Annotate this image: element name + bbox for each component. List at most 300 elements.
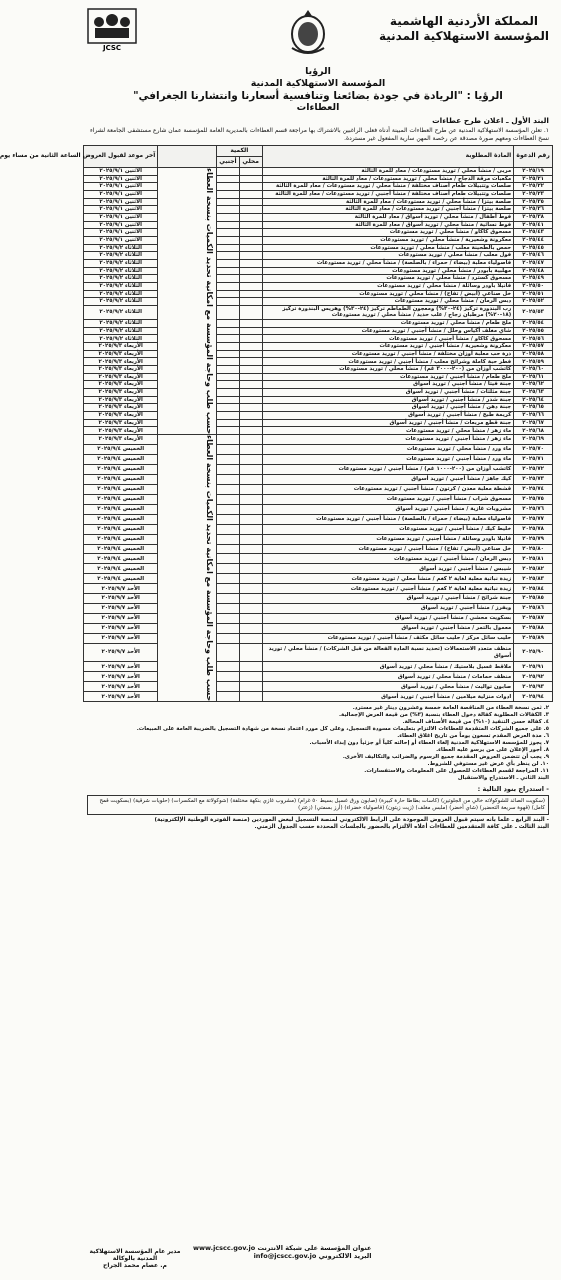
deadline-date: الأحد ٢٠٢٥/٩/٧: [84, 624, 158, 634]
tender-number: ٢٠٢٥/٧٧: [514, 514, 553, 524]
tender-number: ٢٠٢٥/٨٧: [514, 614, 553, 624]
tender-number: ٢٠٢٥/٦٥: [514, 404, 553, 412]
local-cell: [239, 252, 262, 260]
deadline-date: الثلاثاء ٢٠٢٥/٩/٢: [84, 305, 158, 319]
local-cell: [239, 494, 262, 504]
tender-material: معكرونة وشعيرية / منشأ محلي / توريد مستودعات: [262, 236, 514, 244]
table-row: [84, 474, 553, 484]
tender-material: حمص بالطحينة معلب / منشأ محلي / توريد مستودعات: [262, 244, 514, 252]
table-row: [84, 198, 553, 206]
note-item: ٣. الكفالات المطلوبة كفالة دخول العطاء بنسبة (٣%) من قيمة العرض الإجمالية.: [339, 712, 549, 719]
tender-number: ٢٠٢٥/٨٨: [514, 624, 553, 634]
deadline-date: الأربعاء ٢٠٢٥/٩/٣: [84, 381, 158, 389]
local-cell: [239, 404, 262, 412]
table-row: [84, 358, 553, 366]
local-cell: [239, 445, 262, 455]
local-cell: [239, 327, 262, 335]
foreign-cell: [217, 267, 240, 275]
org-title: المؤسسة الاستهلاكية المدنية: [250, 78, 386, 89]
tender-number: ٢٠٢٥/٣٨: [514, 213, 553, 221]
local-cell: [239, 484, 262, 494]
deadline-date: الأربعاء ٢٠٢٥/٩/٣: [84, 373, 158, 381]
tender-number: ٢٠٢٥/٥٢: [514, 298, 553, 306]
foreign-cell: [217, 554, 240, 564]
table-row: [84, 298, 553, 306]
foreign-cell: [217, 396, 240, 404]
table-row: [84, 411, 553, 419]
deadline-date: الاثنين ٢٠٢٥/٩/١: [84, 198, 158, 206]
header-quantity: الكمية: [217, 146, 262, 157]
foreign-cell: [217, 534, 240, 544]
tenders-table: [0, 145, 553, 702]
local-cell: [239, 554, 262, 564]
tender-material: قشطة معلبة معدن / كرتون / منشأ أجنبي / توريد مستودعات: [262, 484, 514, 494]
local-cell: [239, 633, 262, 643]
tender-material: بسكويت محشي / منشأ أجنبي / توريد أسواق: [262, 614, 514, 624]
foreign-cell: [217, 282, 240, 290]
tenders-title: العطاءات: [296, 102, 340, 113]
titles-block: [83, 66, 553, 114]
tender-number: ٢٠٢٥/٤٣: [514, 229, 553, 237]
local-cell: [239, 411, 262, 419]
local-cell: [239, 474, 262, 484]
local-cell: [239, 275, 262, 283]
note-item: ٨. أجور الإعلان على من يرسو عليه العطاء.: [436, 747, 549, 754]
tender-number: ٢٠٢٥/٢٢: [514, 183, 553, 191]
foreign-cell: [217, 692, 240, 702]
quantity-note-group1: [158, 168, 217, 435]
foreign-cell: [217, 366, 240, 374]
deadline-date: الاثنين ٢٠٢٥/٩/١: [84, 229, 158, 237]
foreign-cell: [217, 564, 240, 574]
foreign-cell: [217, 504, 240, 514]
table-row: [84, 643, 553, 662]
tender-number: ٢٠٢٥/٤٨: [514, 267, 553, 275]
tender-number: ٢٠٢٥/٦١: [514, 373, 553, 381]
foreign-cell: [217, 484, 240, 494]
tender-material: خل صناعي (أبيض / تفاح) / منشأ محلي / توريد مستودعات: [262, 290, 514, 298]
local-cell: [239, 373, 262, 381]
tender-material: مسحوق كاكاو / منشأ محلي / توريد مستودعات: [262, 229, 514, 237]
table-row: [84, 389, 553, 397]
local-cell: [239, 213, 262, 221]
deadline-date: الأربعاء ٢٠٢٥/٩/٣: [84, 358, 158, 366]
deadline-date: الأربعاء ٢٠٢٥/٩/٣: [84, 427, 158, 435]
deadline-date: الأربعاء ٢٠٢٥/٩/٣: [84, 366, 158, 374]
local-cell: [239, 305, 262, 319]
table-row: [84, 213, 553, 221]
tender-number: ٢٠٢٥/٤٩: [514, 275, 553, 283]
local-cell: [239, 244, 262, 252]
tender-number: ٢٠٢٥/٦٤: [514, 396, 553, 404]
tender-material: ملح طعام / منشأ أجنبي / توريد مستودعات: [262, 373, 514, 381]
table-row: [84, 335, 553, 343]
table-row: [84, 564, 553, 574]
foreign-cell: [217, 672, 240, 682]
note-item: ٤. كفالة حسن التنفيذ (١٠%) من قيمة الأصناف المحالة.: [402, 719, 549, 726]
table-row: [84, 419, 553, 427]
local-cell: [239, 290, 262, 298]
table-row: [84, 183, 553, 191]
foreign-cell: [217, 213, 240, 221]
tender-material: كيك جاهز / منشأ أجنبي / توريد أسواق: [262, 474, 514, 484]
table-row: [84, 267, 553, 275]
deadline-date: الأحد ٢٠٢٥/٩/٧: [84, 614, 158, 624]
tender-number: ٢٠٢٥/٤٧: [514, 259, 553, 267]
deadline-date: الثلاثاء ٢٠٢٥/٩/٢: [84, 282, 158, 290]
tender-material: مسحوق كسترد / منشأ محلي / توريد مستودعات: [262, 275, 514, 283]
table-row: [84, 504, 553, 514]
local-cell: [239, 419, 262, 427]
foreign-cell: [217, 389, 240, 397]
foreign-cell: [217, 624, 240, 634]
foreign-cell: [217, 544, 240, 554]
deadline-date: الاثنين ٢٠٢٥/٩/١: [84, 183, 158, 191]
deadline-date: الاثنين ٢٠٢٥/٩/١: [84, 206, 158, 214]
deadline-date: الأحد ٢٠٢٥/٩/٧: [84, 604, 158, 614]
vision-label: الرؤيا: [305, 66, 331, 77]
tender-number: ٢٠٢٥/٦٠: [514, 366, 553, 374]
tender-number: ٢٠٢٥/٧٠: [514, 445, 553, 455]
tender-material: صلصة بيتزا / منشأ أجنبي / توريد مستودعات / معاد للمرة الثالثة: [262, 206, 514, 214]
deadline-date: الثلاثاء ٢٠٢٥/٩/٢: [84, 327, 158, 335]
tender-material: كريمة طبخ / منشأ أجنبي / توريد أسواق: [262, 411, 514, 419]
foreign-cell: [217, 252, 240, 260]
tender-number: ٢٠٢٥/٨٩: [514, 633, 553, 643]
deadline-date: الخميس ٢٠٢٥/٩/٤: [84, 474, 158, 484]
deadline-date: الخميس ٢٠٢٥/٩/٤: [84, 484, 158, 494]
table-row: [84, 524, 553, 534]
deadline-date: الثلاثاء ٢٠٢٥/٩/٢: [84, 335, 158, 343]
foreign-cell: [217, 198, 240, 206]
local-cell: [239, 614, 262, 624]
tender-number: ٢٠٢٥/٩٠: [514, 643, 553, 662]
gm-signature: [85, 1248, 185, 1269]
local-cell: [239, 175, 262, 183]
tender-material: ذرة حب معلبة أوزان مختلفة / منشأ أجنبي / توريد مستودعات: [262, 350, 514, 358]
deadline-date: الثلاثاء ٢٠٢٥/٩/٢: [84, 244, 158, 252]
note-item: ٩. يجب أن تتضمن العروض المقدمة جميع الرسوم والضرائب والتكاليف الأخرى.: [342, 754, 549, 761]
foreign-cell: [217, 206, 240, 214]
tender-material: منظف حمامات / منشأ محلي / توريد أسواق: [262, 672, 514, 682]
foreign-cell: [217, 229, 240, 237]
table-row: [84, 514, 553, 524]
tender-material: فاصولياء معلبة (بيضاء / حمراء / بالصلصة) / منشأ محلي / توريد مستودعات: [262, 259, 514, 267]
local-cell: [239, 350, 262, 358]
deadline-date: الخميس ٢٠٢٥/٩/٤: [84, 514, 158, 524]
local-cell: [239, 662, 262, 672]
local-cell: [239, 544, 262, 554]
tender-number: ٢٠٢٥/٧٣: [514, 474, 553, 484]
deadline-date: الخميس ٢٠٢٥/٩/٤: [84, 554, 158, 564]
table-row: [84, 206, 553, 214]
quantity-note-text: حسب طلب وحاجة المؤسسة مع امكانية تحديد الكميات بنسخة العطاء: [205, 168, 215, 435]
local-cell: [239, 465, 262, 475]
note-item: ٥. على جميع الشركات المتقدمة للعطاءات الالتزام بتعليمات مسودة التسجيل، وعلى كل مورد اعتماد نسخة من شهادة التسجيل بالضريبة العامة على المبيعات.: [136, 726, 549, 733]
tender-number: ٢٠٢٥/٨٦: [514, 604, 553, 614]
local-cell: [239, 221, 262, 229]
tender-number: ٢٠٢٥/٦٣: [514, 389, 553, 397]
tender-material: جبنة شدر / منشأ أجنبي / توريد أسواق: [262, 396, 514, 404]
foreign-cell: [217, 682, 240, 692]
table-row: [84, 320, 553, 328]
local-cell: [239, 574, 262, 584]
local-cell: [239, 366, 262, 374]
table-row: [84, 544, 553, 554]
deadline-date: الخميس ٢٠٢٥/٩/٤: [84, 524, 158, 534]
local-cell: [239, 259, 262, 267]
local-cell: [239, 514, 262, 524]
deadline-date: الاثنين ٢٠٢٥/٩/١: [84, 213, 158, 221]
table-row: [84, 175, 553, 183]
local-cell: [239, 267, 262, 275]
tender-number: ٢٠٢٥/٤٦: [514, 252, 553, 260]
tender-material: مهلبية بأبودر / منشأ محلي / توريد مستودعات: [262, 267, 514, 275]
table-row: [84, 624, 553, 634]
note-item: ٧. يجوز للمؤسسة الاستهلاكية المدنية إلغاء العطاء أو إحالته كلياً أو جزئياً دون إبداء الأسباب.: [309, 740, 549, 747]
tender-number: ٢٠٢٥/٤٤: [514, 236, 553, 244]
tender-material: جبنة مثلثات / منشأ أجنبي / توريد أسواق: [262, 389, 514, 397]
tender-material: زيدة نباتية معلبة لغاية ٢ كغم / منشأ محلي / توريد مستودعات: [262, 574, 514, 584]
tender-number: ٢٠٢٥/٢٣: [514, 190, 553, 198]
note-item: ٦. مدة العرض المقدم تسعون يوماً من تاريخ اغلاق العطاء.: [397, 733, 549, 740]
local-cell: [239, 534, 262, 544]
deadline-date: الأربعاء ٢٠٢٥/٩/٣: [84, 396, 158, 404]
tender-material: خليط كيك / منشأ أجنبي / توريد مستودعات: [262, 524, 514, 534]
header: [83, 6, 553, 66]
table-row: [84, 252, 553, 260]
deadline-date: الخميس ٢٠٢٥/٩/٤: [84, 504, 158, 514]
table-row: [84, 343, 553, 351]
deadline-date: الخميس ٢٠٢٥/٩/٤: [84, 534, 158, 544]
foreign-cell: [217, 221, 240, 229]
table-row: [84, 614, 553, 624]
tender-number: ٢٠٢٥/٥٠: [514, 282, 553, 290]
tender-number: ٢٠٢٥/٨٢: [514, 564, 553, 574]
note-item: ١٠. لن ينظر بأي عرض غير مستوفي للشروط.: [427, 761, 549, 768]
org-name: المملكة الأردنية الهاشمية المؤسسة الاستهلاكية المدنية: [378, 14, 549, 43]
foreign-cell: [217, 290, 240, 298]
tender-material: فطر حبة كاملة وشرائح معلب / منشأ أجنبي / توريد مستودعات: [262, 358, 514, 366]
table-row: [84, 373, 553, 381]
deadline-date: الاثنين ٢٠٢٥/٩/١: [84, 236, 158, 244]
foreign-cell: [217, 419, 240, 427]
tender-number: ٢٠٢٥/٦٩: [514, 435, 553, 445]
foreign-cell: [217, 643, 240, 662]
note-item: ١١. المراجعة لقسم العطاءات للحصول على المعلومات والاستفسارات.: [364, 768, 549, 775]
local-cell: [239, 604, 262, 614]
tender-material: جبنة قطع مربعات / منشأ أجنبي / توريد أسواق: [262, 419, 514, 427]
foreign-cell: [217, 381, 240, 389]
deadline-date: الخميس ٢٠٢٥/٩/٤: [84, 455, 158, 465]
tender-material: شيبس / منشأ أجنبي / توريد أسواق: [262, 564, 514, 574]
local-cell: [239, 298, 262, 306]
deadline-date: الثلاثاء ٢٠٢٥/٩/٢: [84, 252, 158, 260]
table-row: [84, 381, 553, 389]
tender-material: رب البندورة تركيز (٢٤-٣٠%) ومعجون الطماطم تركيز (٢٤-٣٠%) وهريس البندورة تركيز (١٨-٢٠%) مرطبان زجاج / علب حديد / منشأ محلي / توريد مستودعات: [262, 305, 514, 319]
tender-number: ٢٠٢٥/٤١: [514, 221, 553, 229]
header-material: المادة المطلوبة: [262, 146, 514, 168]
table-row: [84, 682, 553, 692]
table-row: [84, 396, 553, 404]
local-cell: [239, 206, 262, 214]
foreign-cell: [217, 614, 240, 624]
table-row: [84, 534, 553, 544]
local-cell: [239, 198, 262, 206]
tender-number: ٢٠٢٥/٦٧: [514, 419, 553, 427]
tender-material: ملاقط غسيل بلاستيك / منشأ محلي / توريد أسواق: [262, 662, 514, 672]
tender-material: حليب سائل مركز / حليب سائل مكثف / منشأ أجنبي / توريد مستودعات: [262, 633, 514, 643]
table-row: [84, 455, 553, 465]
tender-number: ٢٠٢٥/٥٤: [514, 320, 553, 328]
tender-material: فانيلا باودر وسائلة / منشأ محلي / توريد مستودعات: [262, 282, 514, 290]
deadline-date: الخميس ٢٠٢٥/٩/٤: [84, 574, 158, 584]
foreign-cell: [217, 411, 240, 419]
tender-number: ٢٠٢٥/٧٥: [514, 494, 553, 504]
foreign-cell: [217, 183, 240, 191]
note-item: البند الثاني ـ الاستدراج والاستقبال: [457, 775, 549, 782]
tender-material: معكرونة وشعيرية / منشأ أجنبي / توريد مستودعات: [262, 343, 514, 351]
tender-material: مشروبات غازية / منشأ أجنبي / توريد أسواق: [262, 504, 514, 514]
tender-material: فانيلا باودر وسائلة / منشأ أجنبي / توريد مستودعات: [262, 534, 514, 544]
deadline-date: الاثنين ٢٠٢٥/٩/١: [84, 168, 158, 176]
deadline-date: الثلاثاء ٢٠٢٥/٩/٢: [84, 298, 158, 306]
tender-number: ٢٠٢٥/٧٦: [514, 504, 553, 514]
tender-number: ٢٠٢٥/٩٤: [514, 692, 553, 702]
foreign-cell: [217, 236, 240, 244]
local-cell: [239, 672, 262, 682]
table-row: [84, 554, 553, 564]
tender-material: زيدة نباتية معلبة لغاية ٢ كغم / منشأ أجنبي / توريد مستودعات: [262, 584, 514, 594]
tender-material: ماء ورد / منشأ محلي / توريد مستودعات: [262, 445, 514, 455]
section-three-b: البند الثالث ـ على كافة المتقدمين للعطاءات أعلاه الالتزام بالحضور بالجلسات المحددة حسب الجدول الزمني.: [254, 824, 549, 831]
table-row: [84, 584, 553, 594]
foreign-cell: [217, 343, 240, 351]
local-cell: [239, 190, 262, 198]
foreign-cell: [217, 298, 240, 306]
deadline-date: الخميس ٢٠٢٥/٩/٤: [84, 494, 158, 504]
table-row: [84, 229, 553, 237]
tender-number: ٢٠٢٥/٨١: [514, 554, 553, 564]
foreign-cell: [217, 514, 240, 524]
notes-block: [87, 705, 549, 782]
tender-number: ٢٠٢٥/٧٢: [514, 465, 553, 475]
header-quantity-note: [158, 146, 217, 168]
intro-paragraph: ١. تعلن المؤسسة الاستهلاكية المدنية عن طرح العطاءات المبينة أدناه فعلى الراغبين بالاشتراك بها مراجعة قسم العطاءات بالمديرية العامة للمؤسسة عمان شارع مستشفى الجامعة لشراء نسخ العطاءات ومعهم صورة مصدقة عن رخصة المهن سارية المفعول غير مستردة.: [90, 127, 549, 142]
section-three: - البند الرابع ـ علما بانه سيتم قبول العروض الموجودة على الرابط الالكتروني لمنصة التسجيل لبعض الموردين (منصة الفوترة الوطنية الإلكترونية): [154, 817, 549, 824]
tender-number: ٢٠٢٥/٥٦: [514, 335, 553, 343]
tender-material: كاتشب أوزان من (٢٠٠-١٠٠٠ غم) / منشأ أجنبي / توريد مستودعات: [262, 465, 514, 475]
tender-material: ماء ورد / منشأ أجنبي / توريد مستودعات: [262, 455, 514, 465]
tender-material: ملح طعام / منشأ محلي / توريد مستودعات: [262, 320, 514, 328]
tender-number: ٢٠٢٥/٥١: [514, 290, 553, 298]
tender-material: جبنة شرائح / منشأ أجنبي / توريد أسواق: [262, 594, 514, 604]
local-cell: [239, 427, 262, 435]
table-row: [84, 259, 553, 267]
table-row: [84, 494, 553, 504]
foreign-cell: [217, 594, 240, 604]
tenders-table-body: [84, 168, 553, 702]
table-row: [84, 290, 553, 298]
local-cell: [239, 524, 262, 534]
table-row: [84, 435, 553, 445]
foreign-cell: [217, 633, 240, 643]
foreign-cell: [217, 275, 240, 283]
local-cell: [239, 643, 262, 662]
local-cell: [239, 455, 262, 465]
local-cell: [239, 335, 262, 343]
table-row: [84, 350, 553, 358]
foreign-cell: [217, 190, 240, 198]
tender-material: مكعبات مرقة الدجاج / منشأ محلي / توريد مستودعات / معاد للمرة الثالثة: [262, 175, 514, 183]
local-cell: [239, 692, 262, 702]
local-cell: [239, 229, 262, 237]
tender-material: دبس الرمان / منشأ أجنبي / توريد مستودعات: [262, 554, 514, 564]
deadline-date: الخميس ٢٠٢٥/٩/٤: [84, 544, 158, 554]
foreign-cell: [217, 427, 240, 435]
local-cell: [239, 564, 262, 574]
table-row: [84, 275, 553, 283]
tender-material: ماء زهر / منشأ محلي / توريد مستودعات: [262, 427, 514, 435]
tender-number: ٢٠٢٥/٨٥: [514, 594, 553, 604]
header-date: آخر موعد لقبول العروض الساعة الثانية من مساء يوم: [84, 146, 158, 168]
vision-statement: الرؤيا : "الريادة في جودة بضائعنا وتنافسية أسعارنا وانتشارنا الجغرافي": [133, 90, 503, 102]
table-row: [84, 484, 553, 494]
table-row: [84, 221, 553, 229]
foreign-cell: [217, 259, 240, 267]
header-num: رقم الدعوة: [514, 146, 553, 168]
local-cell: [239, 168, 262, 176]
foreign-cell: [217, 584, 240, 594]
header-local: محلي: [239, 157, 262, 168]
deadline-date: الأربعاء ٢٠٢٥/٩/٣: [84, 411, 158, 419]
tender-number: ٢٠٢٥/١٩: [514, 168, 553, 176]
tender-number: ٢٠٢٥/٨٤: [514, 584, 553, 594]
deadline-date: الاثنين ٢٠٢٥/٩/١: [84, 190, 158, 198]
foreign-cell: [217, 358, 240, 366]
tender-material: صابون تواليت / منشأ محلي / توريد أسواق: [262, 682, 514, 692]
tender-number: ٢٠٢٥/٨٠: [514, 544, 553, 554]
tender-number: ٢٠٢٥/٦٢: [514, 381, 553, 389]
local-cell: [239, 389, 262, 397]
website-link[interactable]: www.jcscc.gov.jo: [193, 1244, 256, 1252]
foreign-cell: [217, 168, 240, 176]
deadline-date: الأحد ٢٠٢٥/٩/٧: [84, 584, 158, 594]
contact-block: [193, 1244, 371, 1260]
local-cell: [239, 358, 262, 366]
deadline-date: الأحد ٢٠٢٥/٩/٧: [84, 633, 158, 643]
tender-material: جبنة فيتا / منشأ أجنبي / توريد أسواق: [262, 381, 514, 389]
local-cell: [239, 396, 262, 404]
section-one-title: البند الأول ـ اعلان طرح عطاءات: [432, 116, 549, 125]
deadline-date: الاثنين ٢٠٢٥/٩/١: [84, 221, 158, 229]
footer: [83, 1242, 553, 1272]
quantity-note-group2: [158, 435, 217, 702]
tender-number: ٢٠٢٥/٩٣: [514, 682, 553, 692]
foreign-cell: [217, 604, 240, 614]
tender-number: ٢٠٢٥/٩١: [514, 662, 553, 672]
local-cell: [239, 183, 262, 191]
deadline-date: الأحد ٢٠٢٥/٩/٧: [84, 682, 158, 692]
tender-number: ٢٠٢٥/٧٨: [514, 524, 553, 534]
table-row: [84, 445, 553, 455]
table-row: [84, 594, 553, 604]
local-cell: [239, 343, 262, 351]
local-cell: [239, 682, 262, 692]
tender-number: ٢٠٢٥/٣٦: [514, 206, 553, 214]
tender-number: ٢٠٢٥/٧٤: [514, 484, 553, 494]
email-link[interactable]: info@jcscc.gov.jo: [253, 1252, 317, 1260]
